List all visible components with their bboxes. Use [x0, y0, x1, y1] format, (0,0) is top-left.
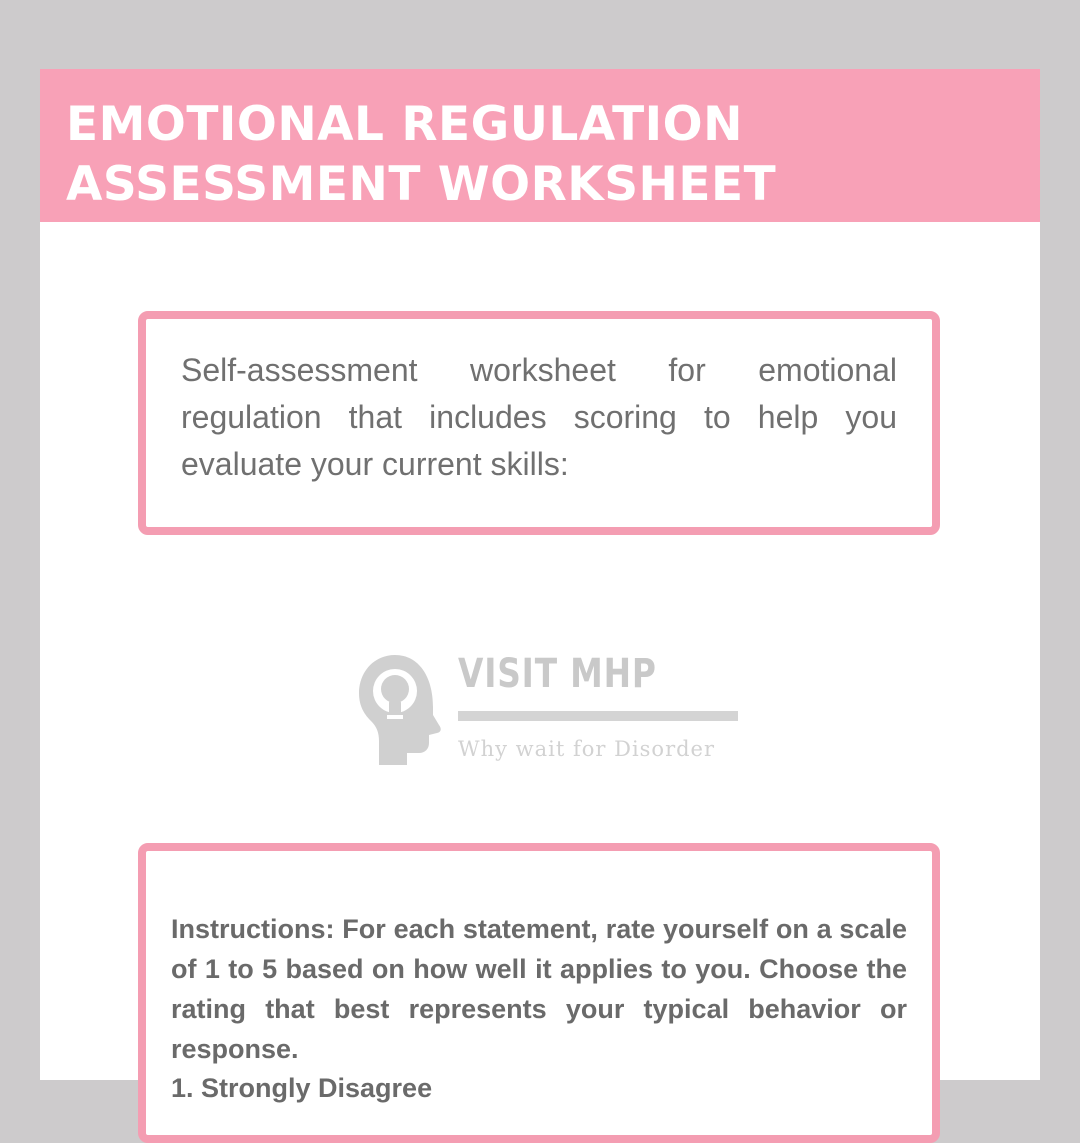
logo-tagline: Why wait for Disorder	[458, 737, 716, 761]
watermark-logo	[355, 649, 745, 774]
page-title	[66, 95, 776, 215]
logo-divider	[458, 711, 738, 721]
intro-box	[138, 311, 940, 535]
intro-text: Self-assessment worksheet for emotional regulation that includes scoring to help you evaluate your current skills:	[181, 352, 897, 482]
worksheet-page	[40, 69, 1040, 1103]
title-line-2: ASSESSMENT WORKSHEET	[66, 157, 777, 212]
title-line-1: EMOTIONAL REGULATION	[66, 97, 743, 152]
header-banner	[40, 69, 1040, 222]
head-lightbulb-icon	[355, 649, 450, 769]
scale-item-1: 1. Strongly Disagree	[171, 1073, 433, 1103]
instructions-text: Instructions: For each statement, rate yourself on a scale of 1 to 5 based on how well it applies to you. Choose the rating that best represents your typical behavior or response.	[171, 914, 907, 1064]
logo-title: VISIT MHP	[458, 651, 657, 697]
instructions-box	[138, 843, 940, 1143]
